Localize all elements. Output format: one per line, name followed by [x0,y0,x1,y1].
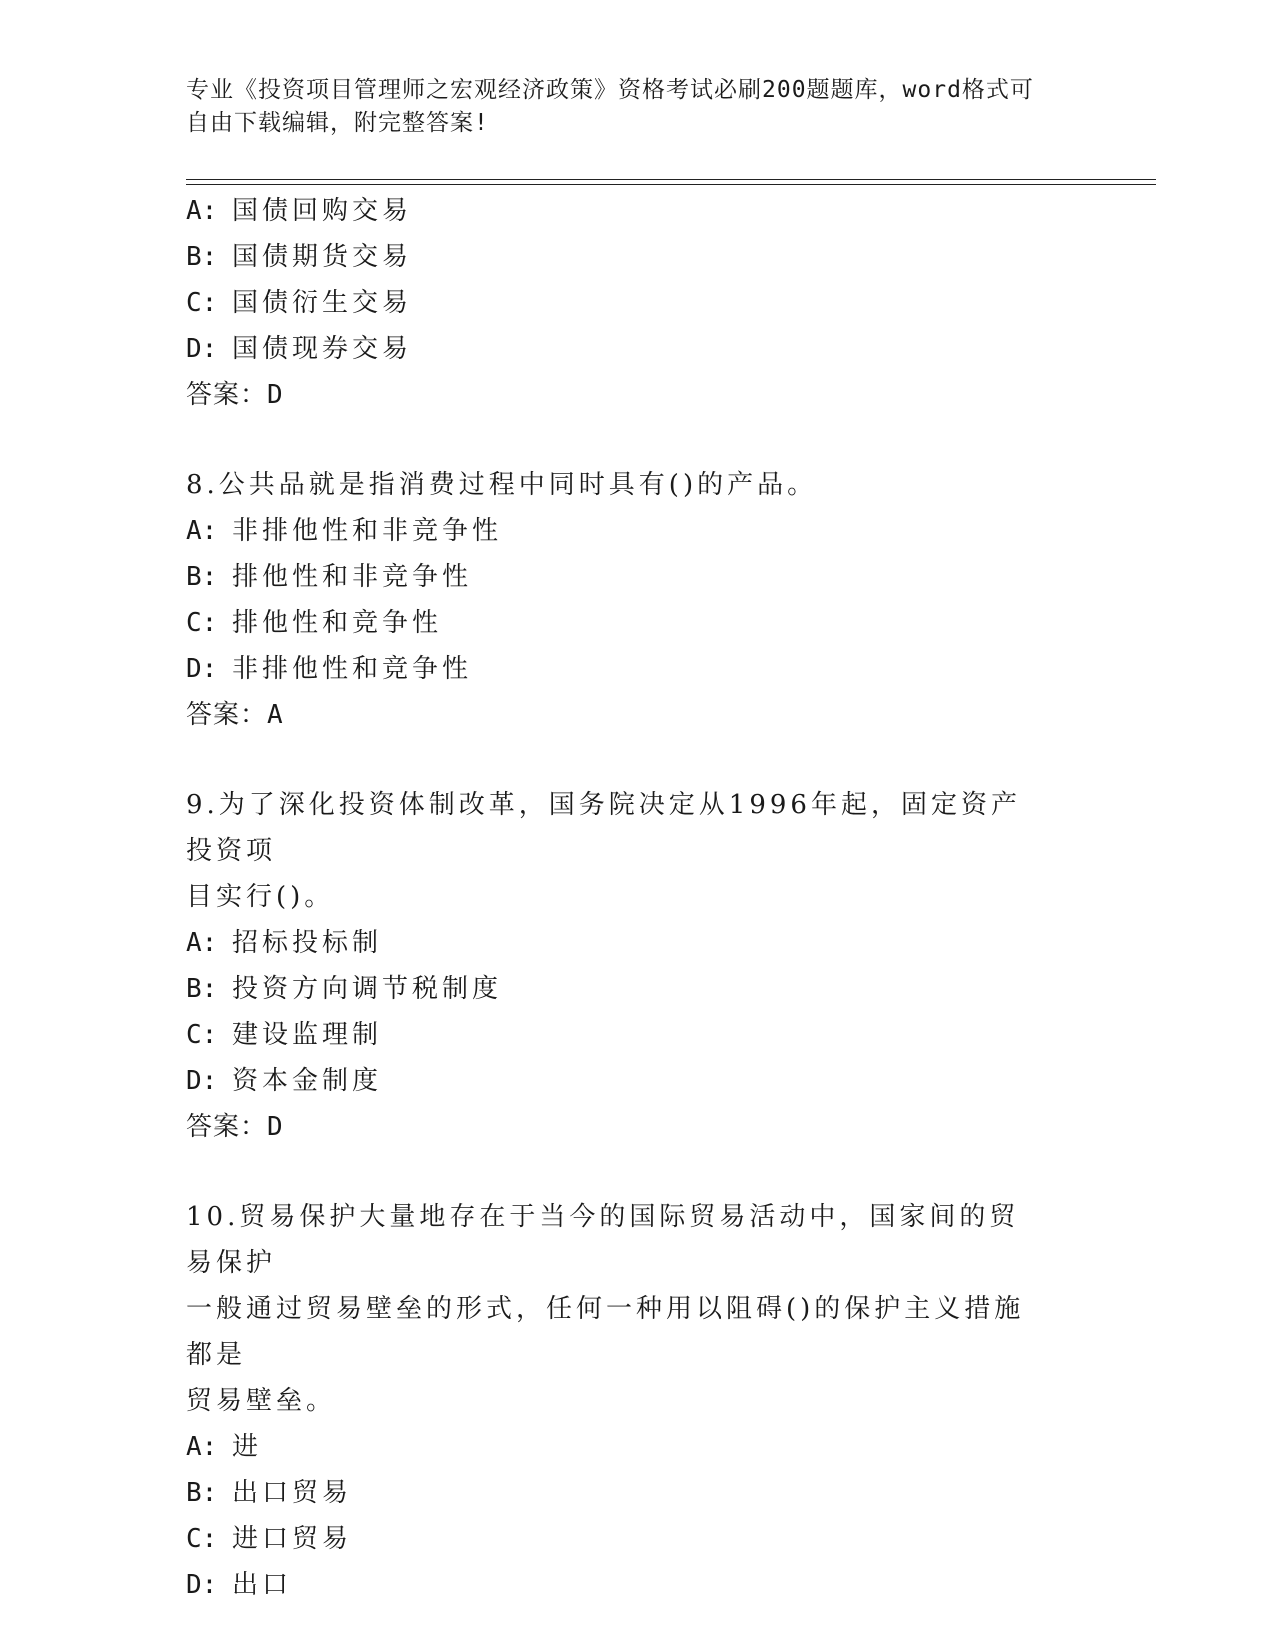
option-b: B: 投资方向调节税制度 [186,974,503,1004]
question-text-line-2: 目实行()。 [186,882,335,912]
header-title-line-2: 自由下载编辑，附完整答案! [186,110,489,136]
question-text-line-1: 9.为了深化投资体制改革，国务院决定从1996年起，固定资产投资项 [186,790,1021,866]
option-b: B: 排他性和非竞争性 [186,562,473,592]
option-a: A: 招标投标制 [186,928,383,958]
header-title-line-1: 专业《投资项目管理师之宏观经济政策》资格考试必刷200题题库，word格式可 [186,77,1034,103]
option-a: A: 国债回购交易 [186,196,413,226]
option-a: A: 进 [186,1432,263,1462]
question-text-line-1: 10.贸易保护大量地存在于当今的国际贸易活动中，国家间的贸易保护 [186,1202,1020,1278]
question-text: 8.公共品就是指消费过程中同时具有()的产品。 [186,470,818,500]
option-d: D: 资本金制度 [186,1066,383,1096]
header-double-rule [186,179,1156,185]
option-b: B: 国债期货交易 [186,242,413,272]
question-text-line-2: 一般通过贸易壁垒的形式，任何一种用以阻碍()的保护主义措施都是 [186,1294,1025,1370]
option-d: D: 出口 [186,1570,293,1600]
option-c: C: 进口贸易 [186,1524,353,1554]
question-9 [186,782,1086,1150]
option-d: D: 国债现券交易 [186,334,413,364]
option-c: C: 排他性和竞争性 [186,608,443,638]
option-c: C: 国债衍生交易 [186,288,413,318]
option-c: C: 建设监理制 [186,1020,383,1050]
answer-line: 答案：D [186,1112,284,1142]
answer-line: 答案：D [186,380,284,410]
question-list [186,188,1086,1608]
question-7 [186,188,1086,418]
option-a: A: 非排他性和非竞争性 [186,516,503,546]
answer-line: 答案：A [186,700,284,730]
question-8 [186,462,1086,738]
question-10 [186,1194,1086,1608]
option-d: D: 非排他性和竞争性 [186,654,473,684]
question-text-line-3: 贸易壁垒。 [186,1386,337,1416]
document-header [186,74,1066,140]
option-b: B: 出口贸易 [186,1478,353,1508]
